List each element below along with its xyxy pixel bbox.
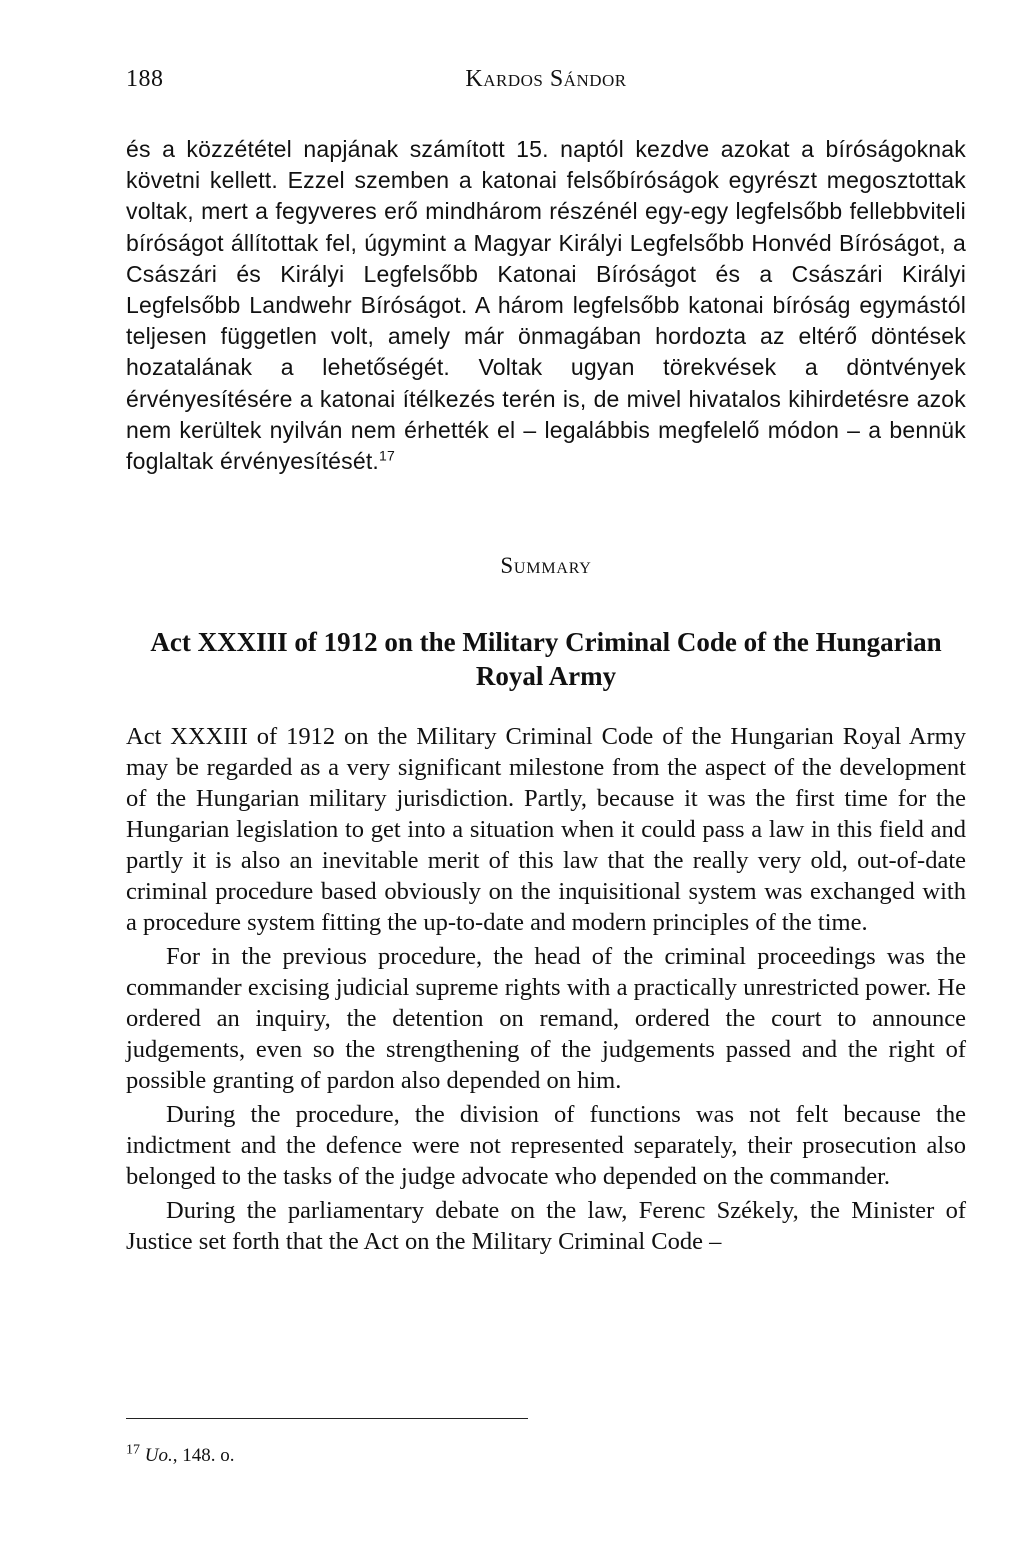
hungarian-paragraph: [126, 134, 966, 477]
hungarian-paragraph-text: [126, 134, 966, 477]
summary-paragraph: During the procedure, the division of functions was not felt because the indictment and the defence were not represented separately, their prosecution also belonged to the tasks of the judge advocate who depended on the commander.: [126, 1101, 966, 1190]
summary-paragraph: During the parliamentary debate on the law, Ferenc Székely, the Minister of Justice set forth that the Act on the Military Criminal Code –: [126, 1197, 966, 1255]
summary-body: [126, 721, 966, 1257]
page-number: 188: [126, 66, 164, 92]
footnote-number: 17: [126, 1442, 140, 1458]
summary-title: Act XXXIII of 1912 on the Military Criminal Code of the Hungarian Royal Army: [150, 627, 942, 691]
footnote-divider: [126, 1418, 528, 1419]
footnote-marker: 17: [379, 447, 396, 464]
footnote-reference: Uo.: [144, 1445, 173, 1466]
footnote-citation: , 148. o.: [172, 1445, 235, 1466]
summary-paragraph: Act XXXIII of 1912 on the Military Criminal Code of the Hungarian Royal Army may be regarded as a very significant milestone from the aspect of the development of the Hungarian military jurisdiction. Partly, because it was the first time for the Hungarian legislation to get into a situation when it could pass a law in this field and partly it is also an inevitable merit of this law that the really very old, out-of-date criminal procedure based obviously on the inquisitional system was exchanged with a procedure system fitting the up-to-date and modern principles of the time.: [126, 723, 966, 936]
running-header: [126, 66, 966, 102]
header-author: Kardos Sándor: [465, 66, 627, 92]
footnote: [126, 1444, 234, 1468]
summary-paragraph: For in the previous procedure, the head of the criminal proceedings was the commander excising judicial supreme rights with a practically unrestricted power. He ordered an inquiry, the detention on remand, ordered the court to announce judgements, even so the strengthening of the judgements passed and the right of possible granting of pardon also depended on him.: [126, 943, 966, 1094]
hungarian-text: és a közzététel napjának számított 15. naptól kezdve azokat a bíróságoknak követni kellett. Ezzel szemben a katonai felsőbíróságok egyrészt megosztottak voltak, mert a fegyveres erő mindhárom részénél egy-egy legfelsőbb fellebbviteli bíróságot állítottak fel, úgymint a Magyar Királyi Legfelsőbb Honvéd Bíróságot, a Császári és Királyi Legfelsőbb Katonai Bíróságot és a Császári Királyi Legfelsőbb Landwehr Bíróságot. A három legfelsőbb katonai bíróság egymástól teljesen független volt, amely már önmagában hordozta az eltérő döntések hozatalának a lehetőségét. Voltak ugyan törekvések a döntvények érvényesítésére a katonai ítélkezés terén is, de mivel hivatalos kihirdetésre azok nem kerültek nyilván nem érhették el – legalábbis megfelelő módon – a bennük foglaltak érvényesítését.: [126, 136, 966, 475]
summary-heading: Summary: [500, 553, 592, 578]
